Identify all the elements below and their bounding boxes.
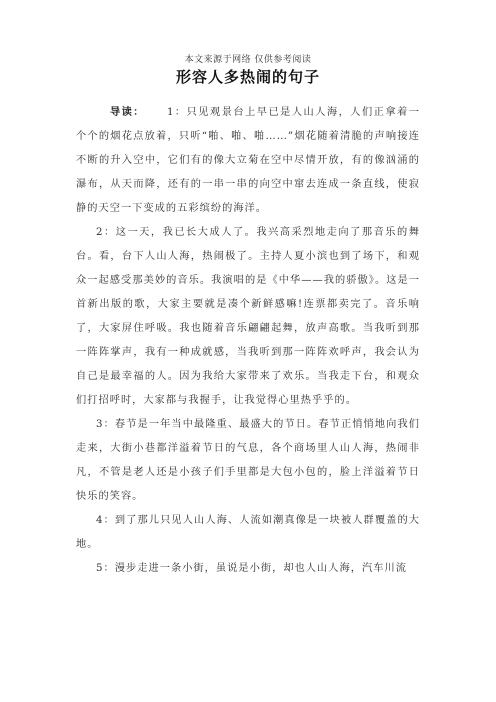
paragraph-1-text: 1：只见观景台上早已是人山人海，人们正拿着一个个的烟花点放着，只听“啪、啪、啪……”烟花随着清脆的声响接连不断的升入空中，它们有的像大立菊在空中尽情开放，有的像汹涌的瀑布，从天而降，还有的一串一串的向空中窜去连成一条直线，使寂静的天空一下变成的五彩缤纷的海洋。 [76,107,420,214]
source-note: 本文来源于网络 仅供参考阅读 [184,55,312,65]
paragraph-2: 2：这一天，我已长大成人了。我兴高采烈地走向了那音乐的舞台。看，台下人山人海，热闹极了。主持人夏小滨也到了场下，和观众一起感受那美妙的音乐。我演唱的是《中华——我的骄傲》。这是一首新出版的歌，大家主要就是凑个新鲜感嘛!连票都卖完了。音乐响了，大家屏住呼吸。我也随着音乐翩翩起舞，放声高歌。当我听到那一阵阵掌声，我有一种成就感，当我听到那一阵阵欢呼声，我会认为自己是最幸福的人。因为我给大家带来了欢乐。当我走下台，和观众们打招呼时，大家都与我握手，让我觉得心里热乎乎的。 [76,227,420,406]
paragraph-4: 4：到了那儿只见人山人海、人流如潮真像是一块被人群覆盖的大地。 [76,515,420,550]
page-title: 形容人多热闹的句子 [175,68,320,86]
lead-label: 导读： [110,106,145,118]
paragraph-3: 3：春节是一年当中最隆重、最盛大的节日。春节正悄悄地向我们走来，大街小巷都洋溢着节日的气息，各个商场里人山人海，热闹非凡，不管是老人还是小孩子们手里都是大包小包的，脸上洋溢着节日快乐的笑容。 [76,419,420,502]
paragraph-5: 5：漫步走进一条小街，虽说是小街，却也人山人海，汽车川流 [96,563,407,574]
paragraph-1 [76,100,420,221]
article-body [76,100,420,581]
